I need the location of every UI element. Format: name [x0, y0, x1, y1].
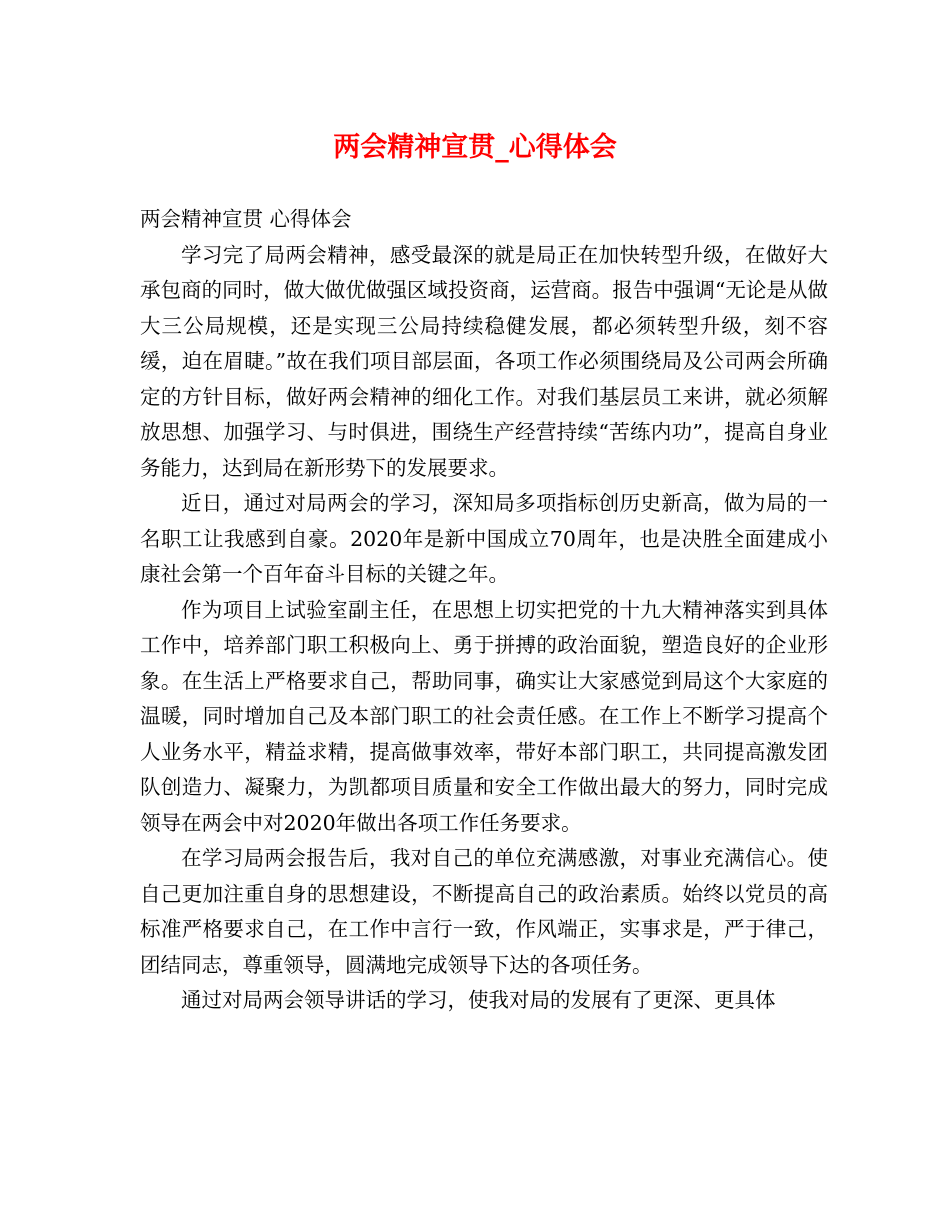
document-body	[140, 202, 828, 1019]
document-subtitle: 两会精神宣贯 心得体会	[140, 207, 352, 231]
document-title: 两会精神宣贯_心得体会	[333, 132, 617, 163]
paragraph-5: 通过对局两会领导讲话的学习，使我对局的发展有了更深、更具体	[181, 988, 776, 1012]
paragraph-2: 近日，通过对局两会的学习，深知局多项指标创历史新高，做为局的一名职工让我感到自豪。2020年是新中国成立70周年，也是决胜全面建成小康社会第一个百年奋斗目标的关键之年。	[140, 491, 828, 586]
paragraph-1: 学习完了局两会精神，感受最深的就是局正在加快转型升级，在做好大承包商的同时，做大做优做强区域投资商，运营商。报告中强调“无论是从做大三公局规模，还是实现三公局持续稳健发展，都必须转型升级，刻不容缓，迫在眉睫。”故在我们项目部层面，各项工作必须围绕局及公司两会所确定的方针目标，做好两会精神的细化工作。对我们基层员工来讲，就必须解放思想、加强学习、与时俱进，围绕生产经营持续“苦练内功”，提高自身业务能力，达到局在新形势下的发展要求。	[140, 242, 828, 480]
paragraph-3: 作为项目上试验室副主任，在思想上切实把党的十九大精神落实到具体工作中，培养部门职工积极向上、勇于拼搏的政治面貌，塑造良好的企业形象。在生活上严格要求自己，帮助同事，确实让大家感觉到局这个大家庭的温暖，同时增加自己及本部门职工的社会责任感。在工作上不断学习提高个人业务水平，精益求精，提高做事效率，带好本部门职工，共同提高激发团队创造力、凝聚力，为凯都项目质量和安全工作做出最大的努力，同时完成领导在两会中对2020年做出各项工作任务要求。	[140, 597, 828, 835]
paragraph-4: 在学习局两会报告后，我对自己的单位充满感激，对事业充满信心。使自己更加注重自身的思想建设，不断提高自己的政治素质。始终以党员的高标准严格要求自己，在工作中言行一致，作风端正，实事求是，严于律己，团结同志，尊重领导，圆满地完成领导下达的各项任务。	[140, 846, 828, 977]
